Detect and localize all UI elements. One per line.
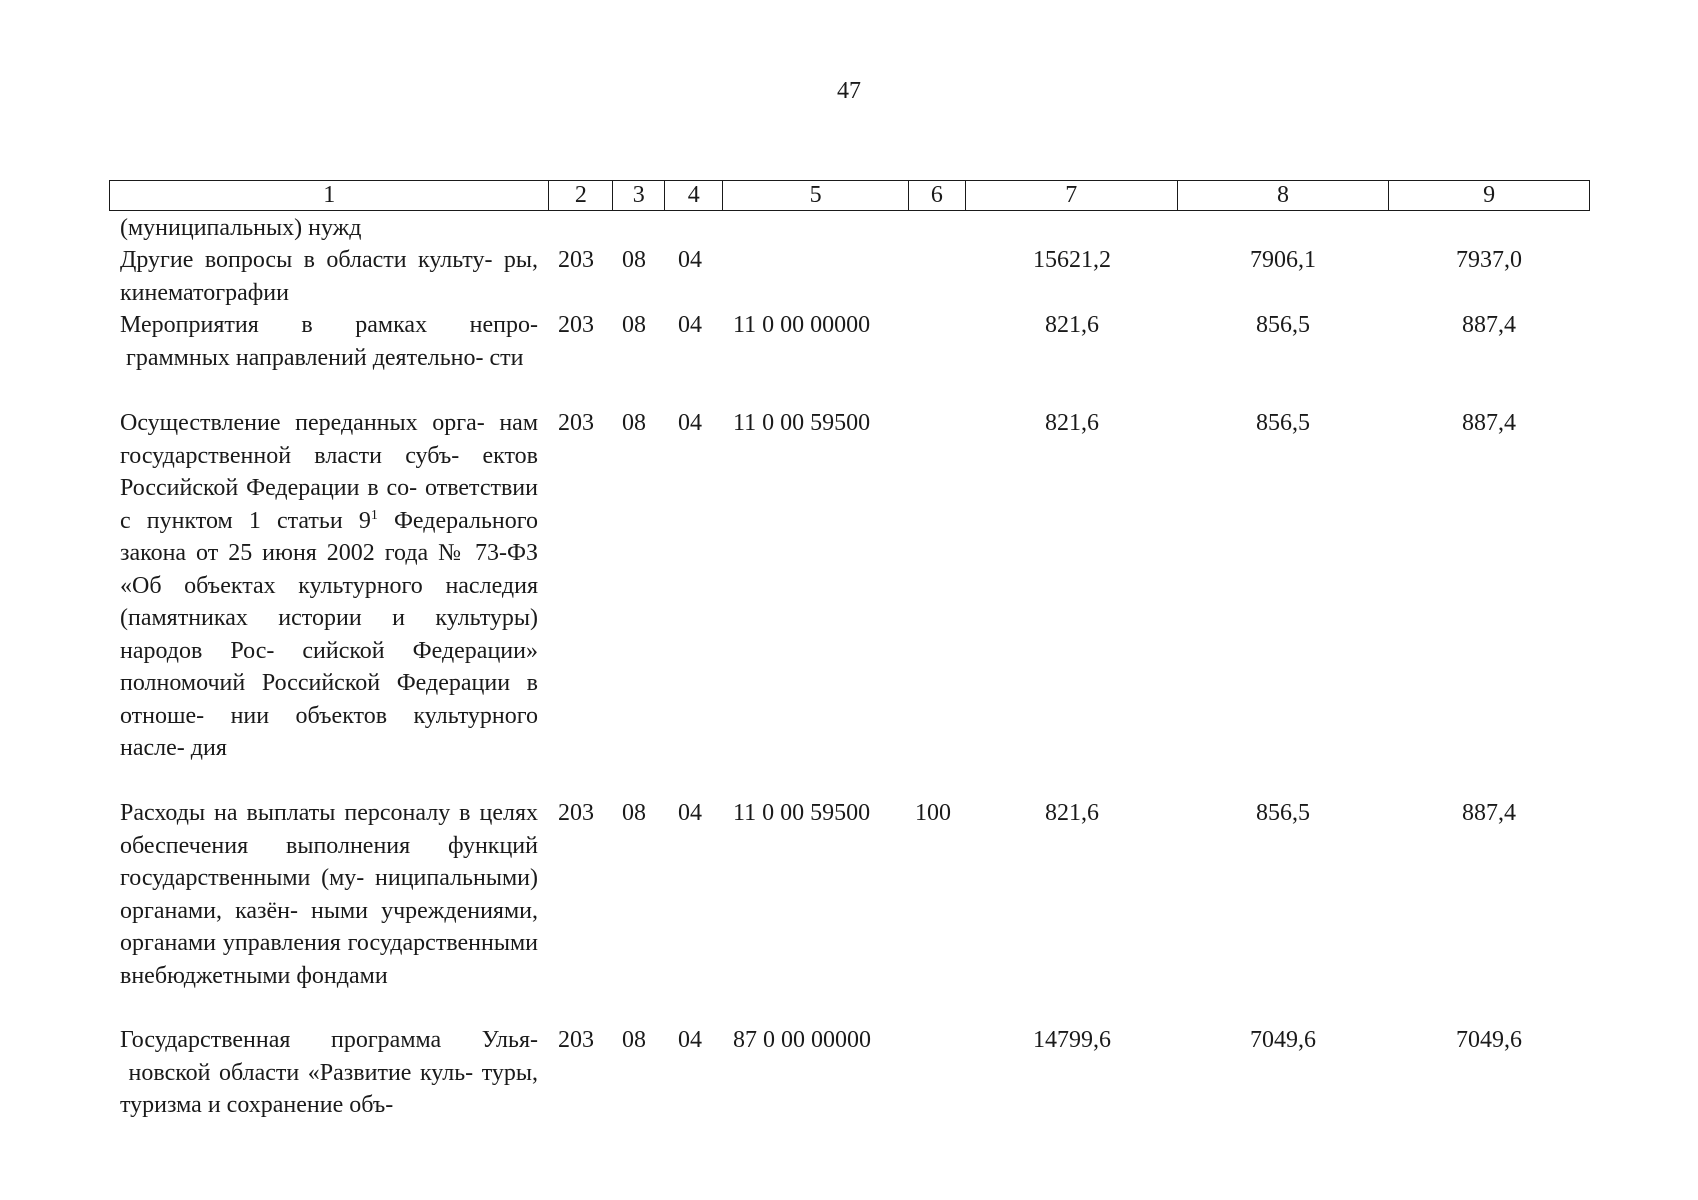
row-description: Государственная программа Улья- новской области «Развитие куль- туры, туризма и сохранение объ- xyxy=(120,1027,538,1118)
cell-expense-type: 100 xyxy=(915,800,951,826)
cell-amount-col7: 821,6 xyxy=(1045,800,1099,826)
cell-podrazdel: 04 xyxy=(678,1027,702,1053)
column-header-7: 7 xyxy=(966,181,1178,210)
row-description-text: Осуществление переданных орга- нам государственной власти субъ- ектов Российской Федерации в со- ответствии с пунктом 1 статьи 9 xyxy=(120,410,538,534)
cell-amount-col8: 856,5 xyxy=(1256,312,1310,338)
cell-razdel: 08 xyxy=(622,800,646,826)
cell-podrazdel: 04 xyxy=(678,312,702,338)
cell-glava: 203 xyxy=(558,800,594,826)
column-header-4: 4 xyxy=(665,181,723,210)
cell-glava: 203 xyxy=(558,410,594,436)
cell-razdel: 08 xyxy=(622,1027,646,1053)
row-description xyxy=(120,407,538,765)
cell-amount-col7: 821,6 xyxy=(1045,410,1099,436)
cell-target-article: 11 0 00 59500 xyxy=(733,800,871,826)
column-header-6: 6 xyxy=(909,181,966,210)
column-header-2: 2 xyxy=(549,181,613,210)
cell-podrazdel: 04 xyxy=(678,247,702,273)
column-header-1: 1 xyxy=(110,181,549,210)
column-header-9: 9 xyxy=(1483,182,1496,208)
cell-glava: 203 xyxy=(558,1027,594,1053)
cell-amount-col9: 887,4 xyxy=(1462,312,1516,338)
cell-glava: 203 xyxy=(558,312,594,338)
cell-razdel: 08 xyxy=(622,247,646,273)
cell-target-article: 11 0 00 00000 xyxy=(733,312,871,338)
cell-amount-col9: 887,4 xyxy=(1462,800,1516,826)
row-description: (муниципальных) нужд xyxy=(120,215,362,241)
table-header xyxy=(109,180,1590,211)
cell-razdel: 08 xyxy=(622,312,646,338)
cell-podrazdel: 04 xyxy=(678,410,702,436)
cell-target-article: 87 0 00 00000 xyxy=(733,1027,871,1053)
row-description-text-continued: Федерального закона от 25 июня 2002 года № 73-ФЗ «Об объектах культурного наследия (памятниках истории и культуры) народов Рос- сийской Федерации» полномочий Российской Федерации в отноше- нии объектов культурного насле- дия xyxy=(120,507,538,761)
cell-amount-col8: 856,5 xyxy=(1256,800,1310,826)
column-header-8: 8 xyxy=(1178,181,1390,210)
cell-glava: 203 xyxy=(558,247,594,273)
row-description: Другие вопросы в области культу- ры, кинематографии xyxy=(120,247,538,306)
cell-amount-col7: 15621,2 xyxy=(1033,247,1111,273)
column-header-3: 3 xyxy=(613,181,665,210)
cell-amount-col9: 887,4 xyxy=(1462,410,1516,436)
cell-amount-col9: 7937,0 xyxy=(1456,247,1522,273)
cell-amount-col8: 7049,6 xyxy=(1250,1027,1316,1053)
cell-podrazdel: 04 xyxy=(678,800,702,826)
page-number: 47 xyxy=(837,78,861,104)
cell-amount-col7: 14799,6 xyxy=(1033,1027,1111,1053)
cell-amount-col8: 7906,1 xyxy=(1250,247,1316,273)
cell-amount-col7: 821,6 xyxy=(1045,312,1099,338)
row-description: Расходы на выплаты персоналу в целях обеспечения выполнения функций государственными (му- ниципальными) органами, казён- ными учреждениями, органами управления государственными внебюджетными фондами xyxy=(120,800,538,989)
cell-target-article: 11 0 00 59500 xyxy=(733,410,871,436)
cell-amount-col8: 856,5 xyxy=(1256,410,1310,436)
column-header-5: 5 xyxy=(723,181,909,210)
row-description: Мероприятия в рамках непро- граммных направлений деятельно- сти xyxy=(120,312,538,371)
cell-razdel: 08 xyxy=(622,410,646,436)
cell-amount-col9: 7049,6 xyxy=(1456,1027,1522,1053)
superscript-mark: 1 xyxy=(370,507,378,523)
